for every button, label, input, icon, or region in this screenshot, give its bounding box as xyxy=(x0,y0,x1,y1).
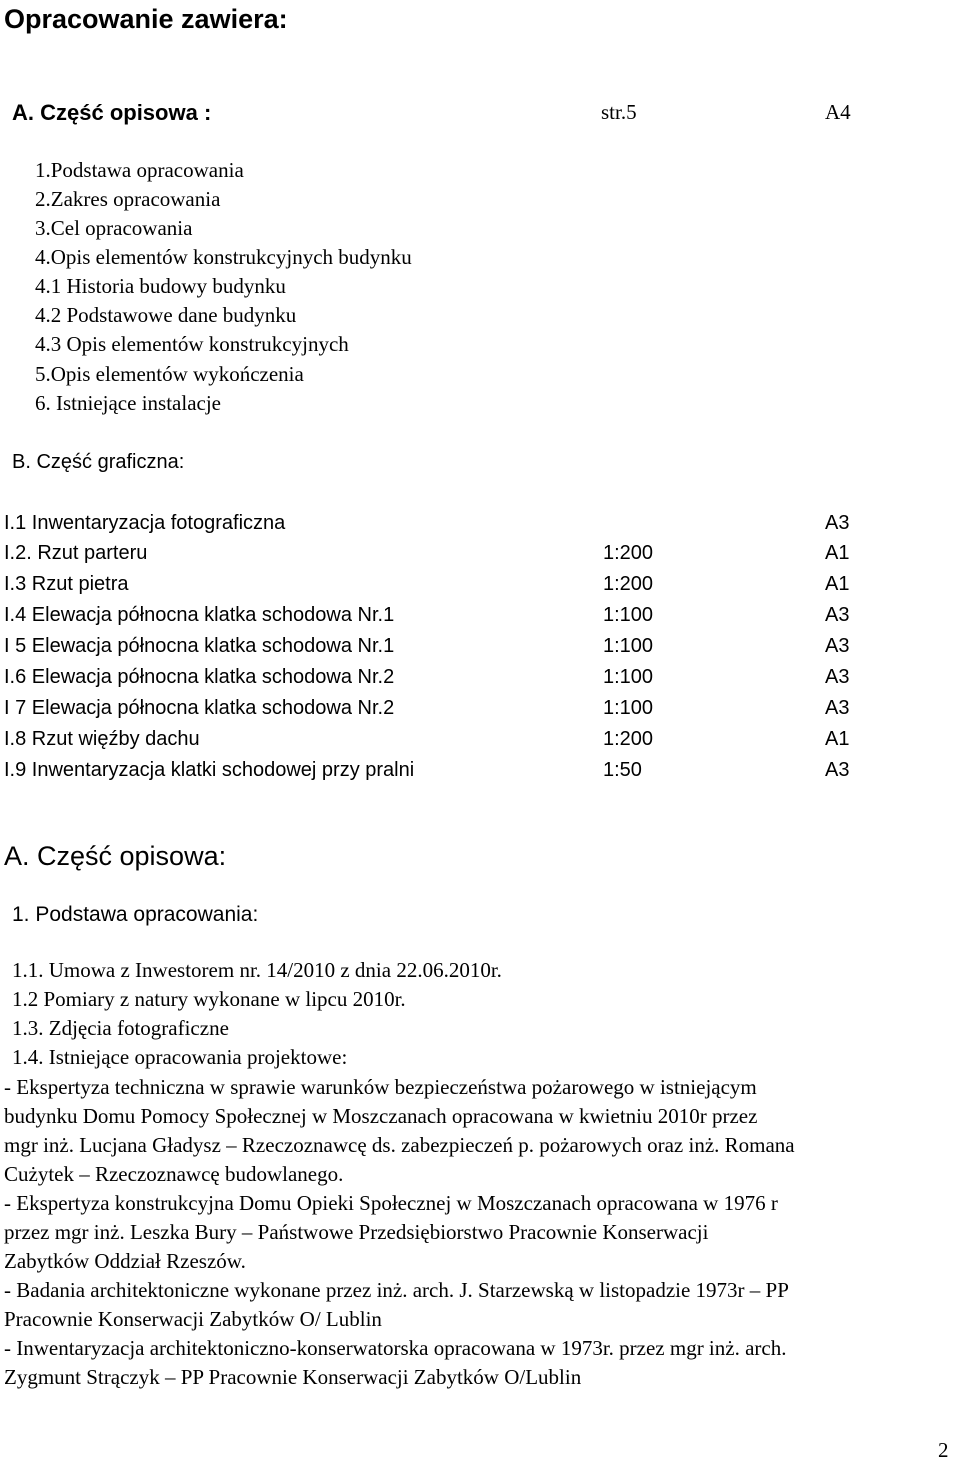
drawing-name: I 5 Elewacja północna klatka schodowa Nr.1 xyxy=(4,635,395,657)
drawing-format: A3 xyxy=(825,759,850,781)
basis-item: 1.3. Zdjęcia fotograficzne xyxy=(12,1016,229,1040)
toc-section-b-label: B. Część graficzna: xyxy=(12,451,185,473)
section-a-heading: A. Część opisowa: xyxy=(4,841,227,871)
basis-item: 1.4. Istniejące opracowania projektowe: xyxy=(12,1045,348,1069)
toc-item: 5.Opis elementów wykończenia xyxy=(35,362,304,386)
drawing-format: A3 xyxy=(825,666,850,688)
toc-section-a-format: A4 xyxy=(825,100,851,124)
drawing-format: A3 xyxy=(825,635,850,657)
toc-item: 1.Podstawa opracowania xyxy=(35,158,244,182)
drawing-name: I.1 Inwentaryzacja fotograficzna xyxy=(4,512,286,534)
body-line: mgr inż. Lucjana Gładysz – Rzeczoznawcę ds. zabezpieczeń p. pożarowych oraz inż. Romana xyxy=(4,1133,795,1157)
drawing-name: I 7 Elewacja północna klatka schodowa Nr.2 xyxy=(4,697,395,719)
drawing-scale: 1:100 xyxy=(603,604,654,626)
drawing-name: I.9 Inwentaryzacja klatki schodowej przy pralni xyxy=(4,759,415,781)
drawing-scale: 1:100 xyxy=(603,666,654,688)
drawing-format: A1 xyxy=(825,542,850,564)
body-line: - Inwentaryzacja architektoniczno-konserwatorska opracowana w 1973r. przez mgr inż. arch. xyxy=(4,1336,787,1360)
basis-item: 1.2 Pomiary z natury wykonane w lipcu 2010r. xyxy=(12,987,406,1011)
subsection-1-heading: 1. Podstawa opracowania: xyxy=(12,903,259,926)
drawing-name: I.4 Elewacja północna klatka schodowa Nr.1 xyxy=(4,604,395,626)
drawing-scale: 1:100 xyxy=(603,635,654,657)
body-line: Cużytek – Rzeczoznawcę budowlanego. xyxy=(4,1162,344,1186)
drawing-format: A1 xyxy=(825,573,850,595)
drawing-format: A3 xyxy=(825,604,850,626)
drawing-scale: 1:100 xyxy=(603,697,654,719)
drawing-name: I.6 Elewacja północna klatka schodowa Nr.2 xyxy=(4,666,395,688)
body-line: Pracownie Konserwacji Zabytków O/ Lublin xyxy=(4,1307,382,1331)
drawing-name: I.8 Rzut więźby dachu xyxy=(4,728,200,750)
drawing-scale: 1:200 xyxy=(603,728,654,750)
toc-item: 4.2 Podstawowe dane budynku xyxy=(35,303,297,327)
body-line: - Ekspertyza techniczna w sprawie warunków bezpieczeństwa pożarowego w istniejącym xyxy=(4,1075,757,1099)
body-line: Zabytków Oddział Rzeszów. xyxy=(4,1249,246,1273)
toc-section-a-label: A. Część opisowa : xyxy=(12,100,212,125)
page-title: Opracowanie zawiera: xyxy=(4,4,288,34)
toc-item: 4.3 Opis elementów konstrukcyjnych xyxy=(35,332,349,356)
drawing-scale: 1:50 xyxy=(603,759,642,781)
body-line: - Badania architektoniczne wykonane przez inż. arch. J. Starzewską w listopadzie 1973r – PP xyxy=(4,1278,789,1302)
body-line: - Ekspertyza konstrukcyjna Domu Opieki Społecznej w Moszczanach opracowana w 1976 r xyxy=(4,1191,778,1215)
toc-item: 4.1 Historia budowy budynku xyxy=(35,274,286,298)
drawing-format: A3 xyxy=(825,697,850,719)
toc-section-a-page: str.5 xyxy=(601,100,637,124)
drawing-name: I.2. Rzut parteru xyxy=(4,542,148,564)
body-line: budynku Domu Pomocy Społecznej w Moszczanach opracowana w kwietniu 2010r przez xyxy=(4,1104,758,1128)
drawing-scale: 1:200 xyxy=(603,573,654,595)
drawing-format: A3 xyxy=(825,512,850,534)
page-number: 2 xyxy=(938,1438,949,1462)
toc-item: 2.Zakres opracowania xyxy=(35,187,221,211)
body-line: przez mgr inż. Leszka Bury – Państwowe Przedsiębiorstwo Pracownie Konserwacji xyxy=(4,1220,709,1244)
basis-item: 1.1. Umowa z Inwestorem nr. 14/2010 z dnia 22.06.2010r. xyxy=(12,958,502,982)
drawing-format: A1 xyxy=(825,728,850,750)
toc-item: 3.Cel opracowania xyxy=(35,216,193,240)
body-line: Zygmunt Strączyk – PP Pracownie Konserwacji Zabytków O/Lublin xyxy=(4,1365,582,1389)
drawing-name: I.3 Rzut pietra xyxy=(4,573,129,595)
toc-item: 4.Opis elementów konstrukcyjnych budynku xyxy=(35,245,412,269)
toc-item: 6. Istniejące instalacje xyxy=(35,391,221,415)
drawing-scale: 1:200 xyxy=(603,542,654,564)
